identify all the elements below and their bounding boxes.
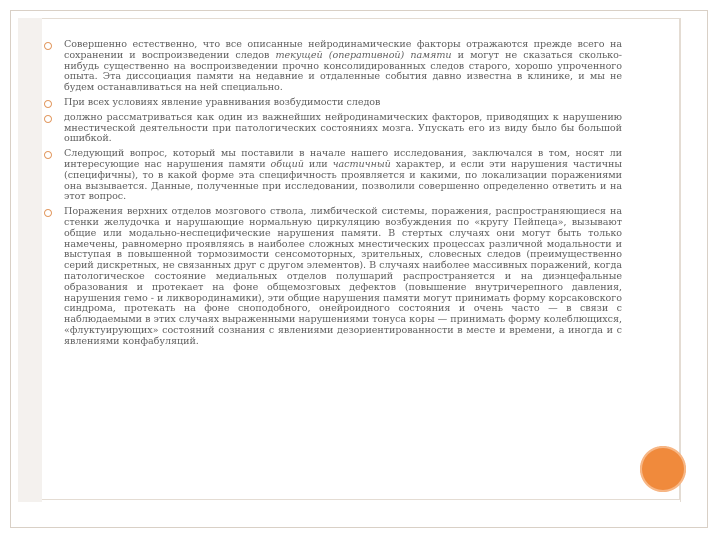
- bullet-4-text-italic-2: частичный: [332, 158, 391, 170]
- bullet-circle-icon: [44, 209, 52, 217]
- bullet-2: [44, 98, 622, 109]
- bullet-4-text-b: или: [303, 158, 333, 170]
- left-decor-bar: [18, 18, 42, 502]
- bullet-3-text: должно рассматриваться как один из важнейших нейродинамических факторов, приводящих к нарушению мнестической деятельности при патологических состояниях мозга. Упускать его из виду было бы большой ошибкой.: [64, 111, 622, 145]
- bullet-3: [44, 113, 622, 145]
- bullet-1-text-italic: текущей (оперативной) памяти: [275, 49, 452, 61]
- right-decor-line: [680, 18, 681, 502]
- bullet-circle-icon: [44, 151, 52, 159]
- bullet-5-text: Поражения верхних отделов мозгового ствола, лимбической системы, поражения, распространяющиеся на стенки желудочка и нарушающие нормальную циркуляцию возбуждения по «кругу Пейпеца», вызывают общие или модально-неспецифические нарушения памяти. В стертых случаях они могут быть только намечены, равномерно проявляясь в наиболее сложных мнестических процессах различной модальности и выступая в повышенной тормозимости сенсомоторных, зрительных, словесных следов (преимущественно серий дискретных, не связанных друг с другом элементов). В случаях наиболее массивных поражений, когда патологическое состояние медиальных отделов полушарий распространяется и на диэнцефальные образования и протекает на фоне общемозговых дефектов (повышение внутричерепного давления, нарушения гемо - и ликвородинамики), эти общие нарушения памяти могут принимать форму корсаковского синдрома, протекать на фоне сноподобного, онейроидного состояния и очень часто — в связи с наблюдаемыми в этих случаях выраженными нарушениями тонуса коры — принимать форму колеблющихся, «флуктуирующих» состояний сознания с явлениями дезориентированности в месте и времени, а иногда и с явлениями конфабуляций.: [64, 206, 622, 347]
- bullet-4-text-a: Следующий вопрос, который мы поставили в начале нашего исследования, заключался в том, носят ли интересующие нас нарушения памяти: [64, 148, 622, 170]
- bullet-1-text-b: и могут не сказаться сколько-нибудь существенно на воспроизведении прочно консолидированных следов старого, хорошо упроченного опыта. Эта диссоциация памяти на недавние и отдаленные события давно известна в клинике, и мы не будем останавливаться на ней специально.: [64, 49, 622, 94]
- bullet-4-text-italic-1: общий: [270, 158, 304, 170]
- bullet-4-text-c: характер, и если эти нарушения частичны (специфичны), то в какой форме эта специфичность проявляется и какими, по локализации поражениями она вызывается. Данные, полученные при исследовании, позволили совершенно определенно ответить и на этот вопрос.: [64, 158, 622, 203]
- bullet-4: [44, 149, 622, 203]
- bullet-circle-icon: [44, 42, 52, 50]
- text-body: [44, 40, 622, 352]
- bullet-2-text: При всех условиях явление уравнивания возбудимости следов: [64, 96, 381, 108]
- bullet-5: [44, 207, 622, 347]
- bullet-circle-icon: [44, 100, 52, 108]
- bullet-1-text-a: Совершенно естественно, что все описанные нейродинамические факторы отражаются прежде всего на сохранении и воспроизведении следов: [64, 39, 622, 61]
- bullet-circle-icon: [44, 115, 52, 123]
- bullet-1: [44, 40, 622, 94]
- orange-circle-decoration: [640, 446, 686, 492]
